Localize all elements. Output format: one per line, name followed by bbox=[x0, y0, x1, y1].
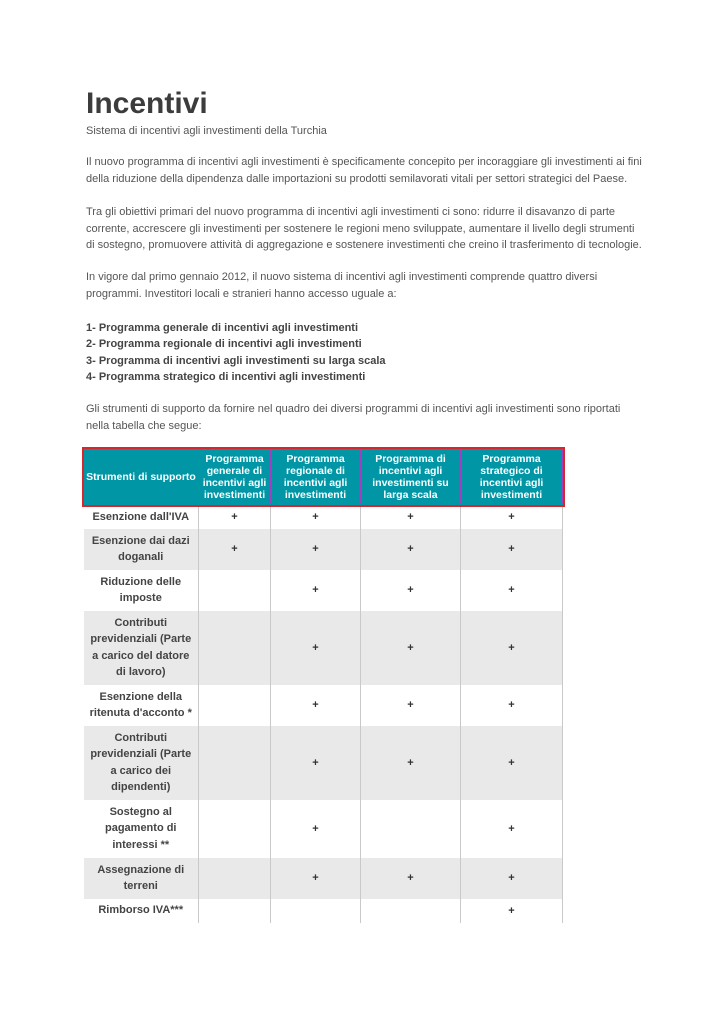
table-cell: + bbox=[461, 505, 563, 529]
column-header: Programma strategico di incentivi agli investimenti bbox=[461, 449, 563, 505]
table-cell bbox=[199, 570, 271, 611]
table-cell bbox=[361, 800, 461, 858]
table-cell bbox=[199, 611, 271, 685]
paragraph-intro: Il nuovo programma di incentivi agli investimenti è specificamente concepito per incoraggiare gli investimenti ai fini della riduzione della dipendenza dalle importazioni su prodotti semilavorati vitali per settori strategici del Paese. bbox=[86, 156, 642, 185]
paragraph-table-intro: Gli strumenti di supporto da fornire nel quadro dei diversi programmi di incentivi agli investimenti sono riportati nella tabella che segue: bbox=[86, 403, 621, 432]
table-cell bbox=[199, 858, 271, 899]
row-label: Rimborso IVA*** bbox=[98, 904, 184, 917]
table-cell bbox=[271, 899, 361, 923]
table-cell: + bbox=[199, 505, 271, 529]
document-page bbox=[86, 86, 646, 917]
table-cell bbox=[361, 899, 461, 923]
table-cell: + bbox=[271, 529, 361, 570]
table-row bbox=[84, 899, 563, 923]
table-cell: + bbox=[361, 611, 461, 685]
table-cell: + bbox=[271, 858, 361, 899]
table-row bbox=[84, 858, 563, 899]
table-cell: + bbox=[361, 529, 461, 570]
table-cell bbox=[199, 726, 271, 800]
table-cell: + bbox=[461, 529, 563, 570]
column-header: Programma regionale di incentivi agli investimenti bbox=[271, 449, 361, 505]
table-row bbox=[84, 726, 563, 800]
table-cell: + bbox=[361, 685, 461, 726]
table-row bbox=[84, 685, 563, 726]
table-cell: + bbox=[461, 899, 563, 923]
paragraph-programs-intro: In vigore dal primo gennaio 2012, il nuovo sistema di incentivi agli investimenti comprende quattro diversi programmi. Investitori locali e stranieri hanno accesso uguale a: bbox=[86, 271, 598, 300]
table-cell bbox=[199, 800, 271, 858]
table-cell: + bbox=[461, 570, 563, 611]
table-cell: + bbox=[361, 858, 461, 899]
table-cell: + bbox=[461, 800, 563, 858]
table-header-row bbox=[84, 449, 563, 505]
table-cell: + bbox=[461, 685, 563, 726]
row-label: Contributi previdenziali (Parte a carico dei dipendenti) bbox=[84, 726, 199, 800]
table-cell: + bbox=[271, 726, 361, 800]
table-cell bbox=[199, 685, 271, 726]
row-label: Esenzione dall'IVA bbox=[84, 505, 199, 529]
support-instruments-table bbox=[83, 448, 563, 923]
table-cell: + bbox=[361, 570, 461, 611]
list-item: 2- Programma regionale di incentivi agli investimenti bbox=[86, 338, 362, 351]
list-item: 1- Programma generale di incentivi agli investimenti bbox=[86, 322, 359, 334]
table-cell: + bbox=[271, 685, 361, 726]
row-label: Sostegno al pagamento di interessi ** bbox=[104, 805, 177, 851]
table-cell bbox=[199, 899, 271, 923]
table-cell: + bbox=[461, 611, 563, 685]
paragraph-objectives: Tra gli obiettivi primari del nuovo programma di incentivi agli investimenti ci sono: ridurre il disavanzo di parte corrente, accrescere gli investimenti per sostenere le regioni meno sviluppate, aumentare il livello degli strumenti di sostegno, promuovere attività di aggregazione e sostenere investimenti che creino il trasferimento di tecnologie. bbox=[86, 206, 642, 251]
column-header: Programma di incentivi agli investimenti su larga scala bbox=[361, 449, 461, 505]
table-cell: + bbox=[271, 570, 361, 611]
row-label: Esenzione della ritenuta d'acconto * bbox=[89, 690, 192, 719]
page-title: Incentivi bbox=[86, 87, 208, 120]
program-list bbox=[86, 320, 386, 386]
column-header: Programma generale di incentivi agli investimenti bbox=[199, 449, 271, 505]
table-cell: + bbox=[271, 505, 361, 529]
table-row bbox=[84, 529, 563, 570]
column-header: Strumenti di supporto bbox=[84, 449, 199, 505]
list-item: 3- Programma di incentivi agli investimenti su larga scala bbox=[86, 354, 386, 367]
table-row bbox=[84, 611, 563, 685]
table-row bbox=[84, 800, 563, 858]
table-cell: + bbox=[361, 505, 461, 529]
row-label: Assegnazione di terreni bbox=[84, 858, 199, 899]
table-cell: + bbox=[461, 726, 563, 800]
table-cell: + bbox=[271, 611, 361, 685]
page-subtitle: Sistema di incentivi agli investimenti della Turchia bbox=[86, 125, 327, 137]
table-cell: + bbox=[461, 858, 563, 899]
row-label: Contributi previdenziali (Parte a carico del datore di lavoro) bbox=[84, 611, 199, 685]
row-label: Riduzione delle imposte bbox=[100, 575, 182, 604]
table-row bbox=[84, 505, 563, 529]
table-cell: + bbox=[199, 529, 271, 570]
table-row bbox=[84, 570, 563, 611]
table-cell: + bbox=[361, 726, 461, 800]
list-item: 4- Programma strategico di incentivi agli investimenti bbox=[86, 371, 366, 384]
row-label: Esenzione dai dazi doganali bbox=[84, 529, 199, 570]
table-cell: + bbox=[271, 800, 361, 858]
